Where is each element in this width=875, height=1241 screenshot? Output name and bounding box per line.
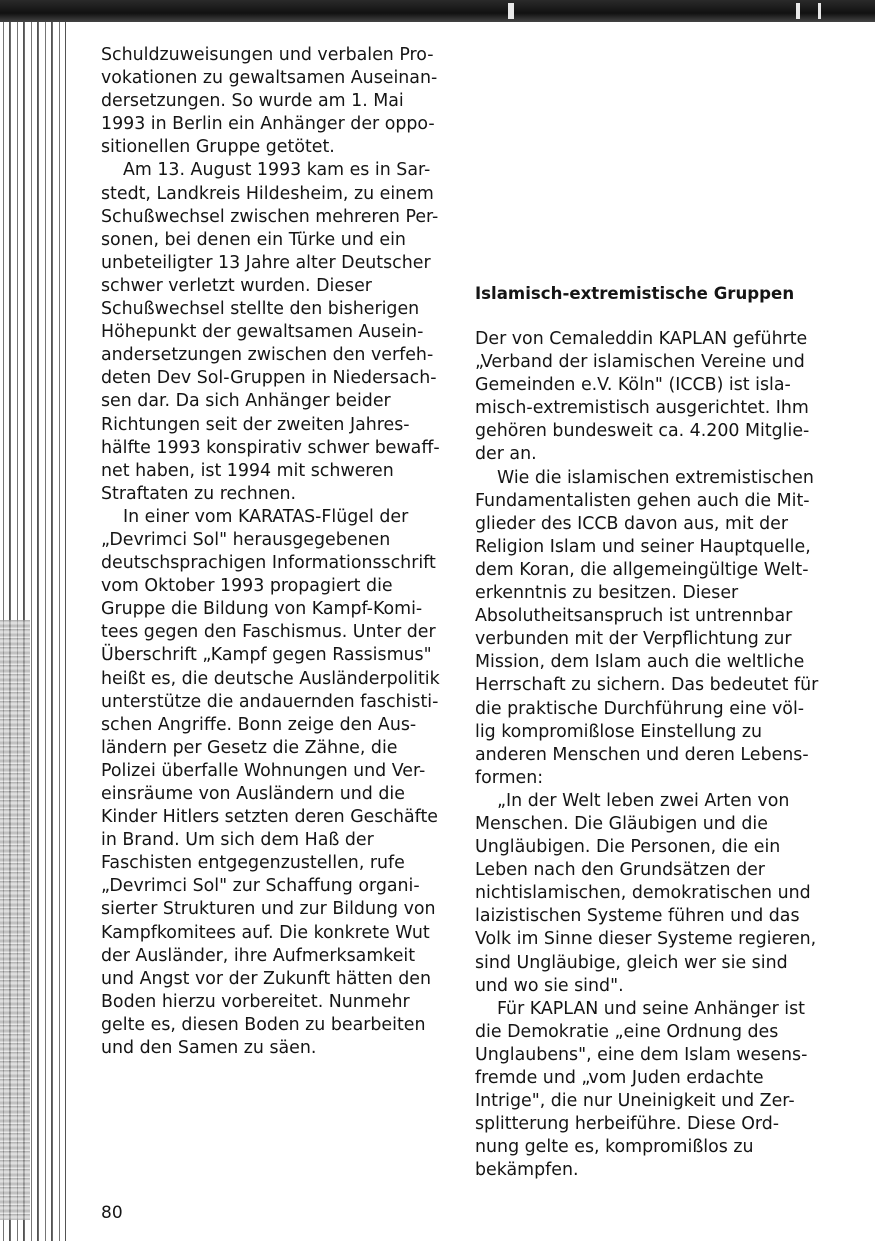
- text-line: „In der Welt leben zwei Arten von: [497, 790, 790, 811]
- text-line: nung gelte es, kompromißlos zu: [475, 1137, 754, 1158]
- text-line: Gruppe die Bildung von Kampf-Komi-: [101, 599, 423, 620]
- text-line: sen dar. Da sich Anhänger beider: [101, 391, 391, 412]
- text-line: Herrschaft zu sichern. Das bedeutet für: [475, 675, 819, 696]
- text-line: deutschsprachigen Informationsschrift: [101, 553, 436, 574]
- text-line: In einer vom KARATAS-Flügel der: [123, 506, 409, 527]
- text-line: fremde und „vom Juden erdachte: [475, 1068, 764, 1088]
- text-line: heißt es, die deutsche Ausländerpolitik: [101, 668, 440, 689]
- text-line: Kampfkomitees auf. Die konkrete Wut: [101, 922, 430, 943]
- section-heading: Islamisch-extremistische Gruppen: [475, 284, 795, 303]
- text-line: formen:: [475, 767, 544, 788]
- text-line: Der von Cemaleddin KAPLAN geführte: [475, 329, 808, 349]
- text-line: „Verband der islamischen Vereine und: [475, 352, 805, 373]
- scan-binding-shadow: [0, 620, 30, 1220]
- text-line: hälfte 1993 konspirativ schwer bewaff-: [101, 437, 440, 458]
- text-line: sonen, bei denen ein Türke und ein: [101, 229, 406, 250]
- text-line: Richtungen seit der zweiten Jahres-: [101, 414, 410, 435]
- text-line: Leben nach den Grundsätzen der: [475, 860, 765, 881]
- text-line: Kinder Hitlers setzten deren Geschäfte: [101, 807, 439, 828]
- text-line: Überschrift „Kampf gegen Rassismus": [101, 645, 432, 666]
- scan-edge-gap: [818, 3, 821, 19]
- text-line: ländern per Gesetz die Zähne, die: [101, 737, 398, 758]
- scan-edge-gap: [508, 3, 514, 19]
- text-line: Am 13. August 1993 kam es in Sar-: [123, 160, 431, 181]
- text-line: sitionellen Gruppe getötet.: [101, 137, 335, 158]
- text-line: unterstütze die andauernden faschisti-: [101, 691, 439, 712]
- text-line: und Angst vor der Zukunft hätten den: [101, 968, 432, 989]
- text-line: nichtislamischen, demokratischen und: [475, 883, 811, 904]
- text-line: Schußwechsel stellte den bisherigen: [101, 299, 420, 320]
- text-line: sierter Strukturen und zur Bildung von: [101, 899, 436, 920]
- text-line: Ungläubigen. Die Personen, die ein: [475, 837, 781, 858]
- text-line: „Devrimci Sol" herausgegebenen: [101, 529, 391, 550]
- text-line: deten Dev Sol-Gruppen in Niedersach-: [101, 368, 437, 389]
- text-line: dersetzungen. So wurde am 1. Mai: [101, 91, 404, 112]
- text-line: glieder des ICCB davon aus, mit der: [475, 513, 788, 534]
- text-line: vokationen zu gewaltsamen Auseinan-: [101, 68, 438, 89]
- text-line: Unglaubens", eine dem Islam wesens-: [475, 1044, 808, 1065]
- text-line: stedt, Landkreis Hildesheim, zu einem: [101, 183, 434, 204]
- right-text-column: [475, 328, 820, 1182]
- text-line: gehören bundesweit ca. 4.200 Mitglie-: [475, 421, 810, 442]
- page-number: 80: [101, 1203, 123, 1223]
- text-line: splitterung herbeiführe. Diese Ord-: [475, 1114, 780, 1135]
- text-line: Absolutheitsanspruch ist untrennbar: [475, 606, 793, 627]
- text-line: Faschisten entgegenzustellen, rufe: [101, 853, 405, 874]
- text-line: tees gegen den Faschismus. Unter der: [101, 622, 436, 643]
- scan-edge-gap: [796, 3, 800, 19]
- text-line: net haben, ist 1994 mit schweren: [101, 460, 394, 481]
- text-line: schen Angriffe. Bonn zeige den Aus-: [101, 714, 417, 735]
- text-line: dem Koran, die allgemeingültige Welt-: [475, 559, 809, 580]
- text-line: Fundamentalisten gehen auch die Mit-: [475, 490, 810, 511]
- text-line: vom Oktober 1993 propagiert die: [101, 576, 393, 597]
- text-line: die praktische Durchführung eine völ-: [475, 698, 805, 719]
- text-line: erkenntnis zu besitzen. Dieser: [475, 583, 739, 604]
- scan-top-edge: [0, 0, 875, 22]
- text-line: andersetzungen zwischen den verfeh-: [101, 345, 434, 366]
- text-line: der an.: [475, 444, 537, 465]
- text-line: 1993 in Berlin ein Anhänger der oppo-: [101, 114, 435, 135]
- text-line: einsräume von Ausländern und die: [101, 784, 405, 804]
- text-line: laizistischen Systeme führen und das: [475, 906, 800, 927]
- text-line: Schuldzuweisungen und verbalen Pro-: [101, 45, 434, 65]
- text-line: sind Ungläubige, gleich wer sie sind: [475, 952, 788, 973]
- text-line: anderen Menschen und deren Lebens-: [475, 744, 809, 765]
- text-line: misch-extremistisch ausgerichtet. Ihm: [475, 398, 809, 419]
- text-line: die Demokratie „eine Ordnung des: [475, 1021, 779, 1042]
- text-line: schwer verletzt wurden. Dieser: [101, 275, 372, 296]
- text-line: Polizei überfalle Wohnungen und Ver-: [101, 760, 426, 781]
- text-line: Mission, dem Islam auch die weltliche: [475, 652, 805, 673]
- text-line: „Devrimci Sol" zur Schaffung organi-: [101, 876, 420, 897]
- text-line: Religion Islam und seiner Hauptquelle,: [475, 536, 811, 557]
- text-line: Menschen. Die Gläubigen und die: [475, 813, 768, 834]
- text-line: und den Samen zu säen.: [101, 1038, 317, 1059]
- text-line: bekämpfen.: [475, 1160, 579, 1181]
- text-line: Straftaten zu rechnen.: [101, 483, 297, 504]
- text-line: Schußwechsel zwischen mehreren Per-: [101, 206, 439, 227]
- text-line: gelte es, diesen Boden zu bearbeiten: [101, 1014, 426, 1035]
- text-line: Intrige", die nur Uneinigkeit und Zer-: [475, 1091, 795, 1112]
- left-text-column: [101, 44, 446, 1060]
- text-line: in Brand. Um sich dem Haß der: [101, 830, 374, 851]
- text-line: unbeteiligter 13 Jahre alter Deutscher: [101, 252, 431, 273]
- text-line: Volk im Sinne dieser Systeme regieren,: [475, 929, 817, 950]
- text-line: der Ausländer, ihre Aufmerksamkeit: [101, 945, 416, 966]
- text-line: Gemeinden e.V. Köln" (ICCB) ist isla-: [475, 375, 791, 396]
- text-line: verbunden mit der Verpflichtung zur: [475, 629, 792, 650]
- text-line: Wie die islamischen extremistischen: [497, 467, 814, 488]
- text-line: Boden hierzu vorbereitet. Nunmehr: [101, 991, 410, 1012]
- text-line: Höhepunkt der gewaltsamen Ausein-: [101, 322, 424, 343]
- text-line: lig kompromißlose Einstellung zu: [475, 721, 763, 742]
- text-line: Für KAPLAN und seine Anhänger ist: [497, 998, 805, 1019]
- text-line: und wo sie sind".: [475, 975, 624, 996]
